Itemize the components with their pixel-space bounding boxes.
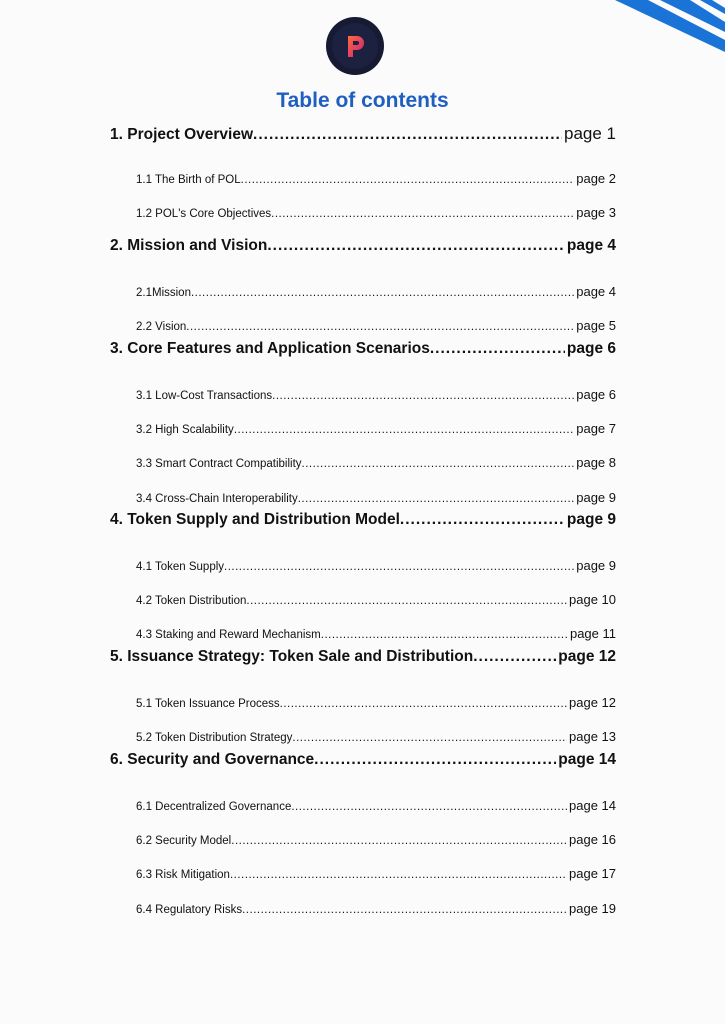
toc-subsection-2-1-label: 2.1Mission xyxy=(136,287,191,299)
toc-subsection-3-4[interactable] xyxy=(136,490,616,505)
page-number: page 8 xyxy=(576,455,616,471)
toc-section-3-label: 3. Core Features and Application Scenarios xyxy=(110,340,430,357)
dot-leader xyxy=(321,629,568,641)
dot-leader xyxy=(280,698,567,710)
page-number: page 2 xyxy=(576,171,616,186)
page-number: page 6 xyxy=(576,387,616,402)
toc-section-2-label: 2. Mission and Vision xyxy=(110,237,268,254)
page-number: page 5 xyxy=(576,318,616,334)
dot-leader xyxy=(224,561,574,573)
toc-section-6-label: 6. Security and Governance xyxy=(110,751,315,768)
dot-leader xyxy=(231,835,567,847)
toc-subsection-4-2-label: 4.2 Token Distribution xyxy=(136,595,247,608)
toc-subsection-1-1-label: 1.1 The Birth of POL xyxy=(136,174,241,186)
toc-subsection-1-1[interactable] xyxy=(136,171,616,186)
page-number: page 7 xyxy=(576,421,616,437)
toc-section-5-label: 5. Issuance Strategy: Token Sale and Distribution xyxy=(110,648,474,665)
toc-subsection-6-3[interactable] xyxy=(136,866,616,881)
dot-leader xyxy=(241,174,575,186)
dot-leader xyxy=(430,340,565,358)
page-number: page 17 xyxy=(569,866,616,882)
page-number: page 14 xyxy=(558,751,616,768)
toc-subsection-3-3-label: 3.3 Smart Contract Compatibility xyxy=(136,458,302,471)
toc-section-2[interactable] xyxy=(110,237,616,255)
toc-subsection-6-4-label: 6.4 Regulatory Risks xyxy=(136,903,243,916)
toc-section-3[interactable] xyxy=(110,340,616,358)
toc-subsection-4-3[interactable] xyxy=(136,626,616,641)
page-number: page 6 xyxy=(566,340,616,357)
toc-subsection-6-3-label: 6.3 Risk Mitigation xyxy=(136,869,230,882)
toc-subsection-4-1-label: 4.1 Token Supply xyxy=(136,561,225,573)
toc-subsection-3-2[interactable] xyxy=(136,421,616,436)
dot-leader xyxy=(191,287,574,299)
toc-subsection-6-1[interactable] xyxy=(136,798,616,813)
dot-leader xyxy=(272,390,574,402)
toc-subsection-6-2-label: 6.2 Security Model xyxy=(136,835,232,848)
dot-leader xyxy=(314,751,556,769)
page-number: page 4 xyxy=(576,284,616,299)
dot-leader xyxy=(400,511,565,529)
toc-subsection-5-1-label: 5.1 Token Issuance Process xyxy=(136,698,280,710)
dot-leader xyxy=(253,126,562,144)
page-number: page 4 xyxy=(566,237,616,254)
dot-leader xyxy=(186,321,574,333)
toc-section-1[interactable] xyxy=(110,124,616,144)
page-number: page 12 xyxy=(569,695,616,710)
toc-subsection-3-4-label: 3.4 Cross-Chain Interoperability xyxy=(136,492,298,505)
toc-subsection-5-1[interactable] xyxy=(136,695,616,710)
toc-subsection-3-1[interactable] xyxy=(136,387,616,402)
page-number: page 16 xyxy=(569,832,616,848)
toc-subsection-3-3[interactable] xyxy=(136,455,616,470)
page-number: page 9 xyxy=(576,558,616,573)
dot-leader xyxy=(230,869,567,881)
dot-leader xyxy=(267,237,565,255)
dot-leader xyxy=(234,424,574,436)
page-number: page 1 xyxy=(564,124,616,143)
page-title: Table of contents xyxy=(276,89,449,112)
toc-subsection-3-1-label: 3.1 Low-Cost Transactions xyxy=(136,390,273,402)
dot-leader xyxy=(271,208,574,220)
toc-subsection-2-2[interactable] xyxy=(136,318,616,333)
page-number: page 10 xyxy=(569,592,616,608)
toc-section-6[interactable] xyxy=(110,751,616,769)
page-number: page 19 xyxy=(569,900,616,916)
page-number: page 11 xyxy=(569,626,616,642)
toc-section-4[interactable] xyxy=(110,511,616,529)
toc-subsection-6-4[interactable] xyxy=(136,901,616,916)
toc-section-5[interactable] xyxy=(110,648,616,666)
dot-leader xyxy=(242,904,567,916)
toc-subsection-1-2-label: 1.2 POL's Core Objectives xyxy=(136,208,272,221)
pol-logo-icon xyxy=(340,31,370,61)
toc-subsection-5-2[interactable] xyxy=(136,729,616,744)
dot-leader xyxy=(473,648,556,666)
dot-leader xyxy=(246,595,567,607)
dot-leader xyxy=(291,801,567,813)
page-number: page 14 xyxy=(569,798,616,813)
toc-subsection-1-2[interactable] xyxy=(136,205,616,220)
toc-subsection-6-1-label: 6.1 Decentralized Governance xyxy=(136,801,292,813)
dot-leader xyxy=(298,493,575,505)
dot-leader xyxy=(302,458,575,470)
dot-leader xyxy=(292,732,567,744)
toc-subsection-2-1[interactable] xyxy=(136,284,616,299)
toc-subsection-5-2-label: 5.2 Token Distribution Strategy xyxy=(136,732,293,745)
toc-section-1-label: 1. Project Overview xyxy=(110,126,254,143)
toc-subsection-4-2[interactable] xyxy=(136,592,616,607)
page-number: page 12 xyxy=(558,648,616,665)
toc-subsection-6-2[interactable] xyxy=(136,832,616,847)
page-number: page 13 xyxy=(569,729,616,745)
toc-subsection-3-2-label: 3.2 High Scalability xyxy=(136,424,234,437)
toc-subsection-4-1[interactable] xyxy=(136,558,616,573)
page-number: page 3 xyxy=(576,205,616,221)
toc-section-4-label: 4. Token Supply and Distribution Model xyxy=(110,511,400,528)
pol-logo xyxy=(326,17,384,75)
toc-subsection-2-2-label: 2.2 Vision xyxy=(136,321,187,334)
page-number: page 9 xyxy=(566,511,616,528)
toc-subsection-4-3-label: 4.3 Staking and Reward Mechanism xyxy=(136,629,321,642)
page-number: page 9 xyxy=(576,489,616,505)
